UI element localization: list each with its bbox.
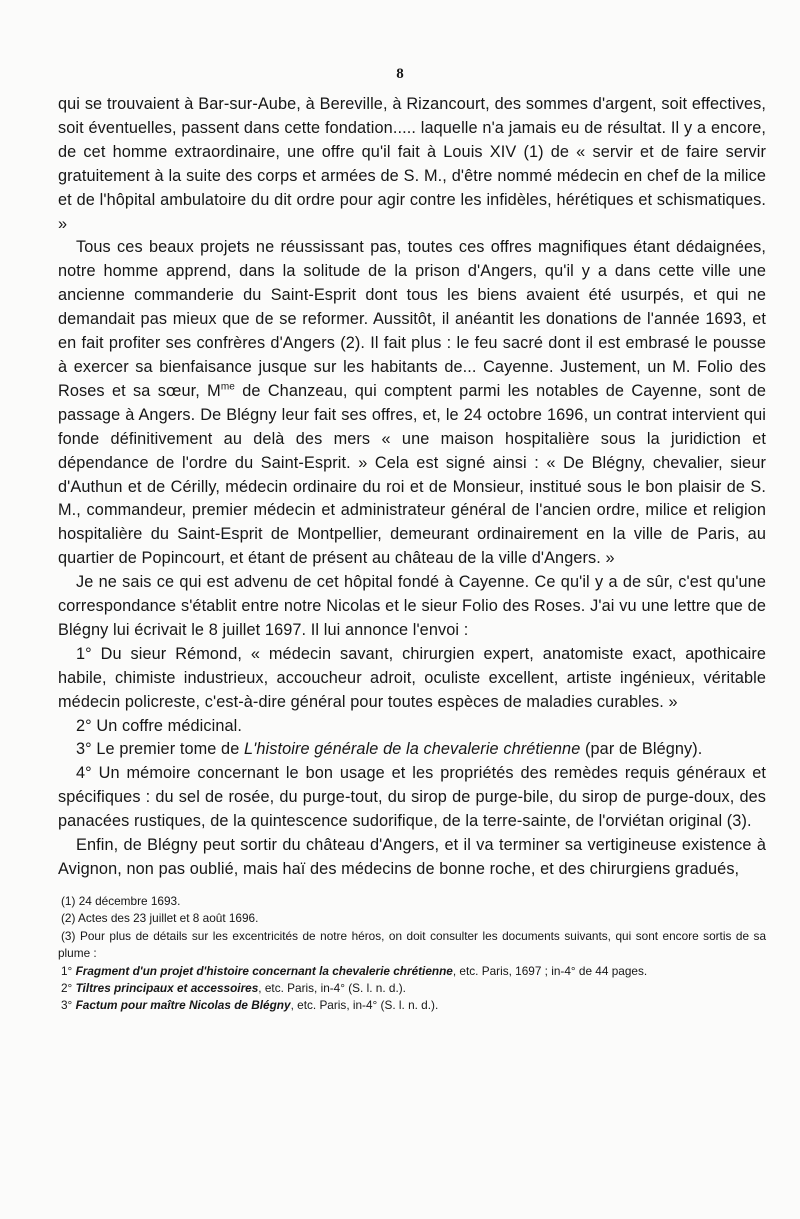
footnote-document-2-title: Tiltres principaux et accessoires [75, 981, 259, 996]
list-item-2: 2° Un coffre médicinal. [76, 716, 242, 735]
main-text [58, 93, 766, 882]
footnote-document-2-suffix: , etc. Paris, in-4° (S. l. n. d.). [258, 981, 406, 996]
list-item-3 [58, 738, 766, 762]
paragraph-4: Enfin, de Blégny peut sortir du château d'Angers, et il va terminer sa vertigineuse existence à Avignon, non pas oublié, mais haï des médecins de bonne roche, et des chirurgiens gradués, [58, 836, 766, 878]
footnote-1: (1) 24 décembre 1693. [61, 894, 181, 908]
paragraph-3: Je ne sais ce qui est advenu de cet hôpital fondé à Cayenne. Ce qu'il y a de sûr, c'est qu'une correspondance s'établit entre notre Nicolas et le sieur Folio des Roses. J'ai vu une lettre que de Blégny lui écrivait le 8 juillet 1697. Il lui annonce l'envoi : [58, 573, 766, 639]
paragraph-2 [58, 236, 766, 571]
footnote-document-1-suffix: , etc. Paris, 1697 ; in-4° de 44 pages. [452, 963, 648, 978]
footnote-document-3-prefix: 3° [61, 998, 76, 1013]
paragraph-1: qui se trouvaient à Bar-sur-Aube, à Bereville, à Rizancourt, des sommes d'argent, soit effectives, soit éventuelles, passent dans cette fondation..... laquelle n'a jamais eu de résultat. Il y a encore, de cet homme extraordinaire, une offre qu'il fait à Louis XIV (1) de « servir et de faire servir gratuitement à la suite des corps et armées de S. M., d'être nommé médecin en chef de la milice et de l'hôpital ambulatoire du dit ordre pour agir contre les infidèles, hérétiques et schismatiques. » [58, 95, 766, 233]
footnote-document-2-prefix: 2° [61, 981, 76, 996]
list-item-1: 1° Du sieur Rémond, « médecin savant, chirurgien expert, anatomiste exact, apothicaire habile, chimiste industrieux, accoucheur adroit, oculiste excellent, artiste ingénieux, véritable médecin policreste, c'est-à-dire général pour toutes espèces de maladies curables. » [58, 644, 766, 711]
paragraph-2-superscript: me [220, 381, 235, 393]
list-item-3-book-title: L'histoire générale de la chevalerie chrétienne [244, 740, 581, 759]
footnote-2: (2) Actes des 23 juillet et 8 août 1696. [61, 911, 259, 926]
footnote-3: (3) Pour plus de détails sur les excentricités de notre héros, on doit consulter les documents suivants, qui sont encore sortis de sa plume : [58, 928, 766, 961]
list-item-4: 4° Un mémoire concernant le bon usage et les propriétés des remèdes requis généraux et spécifiques : du sel de rosée, du purge-tout, du sirop de purge-bile, du sirop de purge-doux, des panacées rustiques, de la quintescence sudorifique, de la terre-sainte, de l'orviétan original (3). [58, 764, 766, 831]
paragraph-2-part-b: de Chanzeau, qui comptent parmi les notables de Cayenne, sont de passage à Angers. De Blégny leur fait ses offres, et, le 24 octobre 1696, un contrat intervient qui fonde définitivement au delà des mers « une maison hospitalière sous la juridiction et dépendance de l'ordre du Saint-Esprit. » Cela est signé ainsi : « De Blégny, chevalier, sieur d'Authun et de Cérilly, médecin ordinaire du roi et de Monsieur, institué sous le bon plaisir de S. M., commandeur, premier médecin et administrateur général de l'ancien ordre, milice et religion hospitalière du Saint-Esprit de Montpellier, demeurant ordinairement en la ville de Paris, au quartier de Popincourt, et étant de présent au château de la ville d'Angers. » [58, 381, 766, 568]
footnote-document-3-title: Factum pour maître Nicolas de Blégny [75, 998, 291, 1013]
footnote-document-3 [58, 997, 766, 1014]
footnote-document-1 [58, 963, 766, 980]
footnote-document-3-suffix: , etc. Paris, in-4° (S. l. n. d.). [290, 998, 439, 1013]
list-item-3-suffix: (par de Blégny). [580, 740, 703, 759]
page-number: 8 [396, 66, 404, 82]
footnote-document-1-title: Fragment d'un projet d'histoire concernant la chevalerie chrétienne [75, 963, 453, 978]
footnote-document-1-prefix: 1° [61, 963, 76, 978]
footnote-document-2 [58, 980, 766, 997]
footnotes [58, 893, 766, 1015]
list-item-3-prefix: 3° Le premier tome de [76, 740, 244, 759]
paragraph-2-part-a: Tous ces beaux projets ne réussissant pas, toutes ces offres magnifiques étant dédaignées, notre homme apprend, dans la solitude de la prison d'Angers, qu'il y a dans cette ville une ancienne commanderie du Saint-Esprit dont tous les biens avaient été usurpés, et qui ne demandait pas mieux que de se reformer. Aussitôt, il anéantit les donations de l'année 1693, et en fait profiter ses confrères d'Angers (2). Il fait plus : le feu sacré dont il est embrasé le pousse à exercer sa bienfaisance jusque sur les habitants de... Cayenne. Justement, un M. Folio des Roses et sa sœur, M [58, 238, 766, 400]
